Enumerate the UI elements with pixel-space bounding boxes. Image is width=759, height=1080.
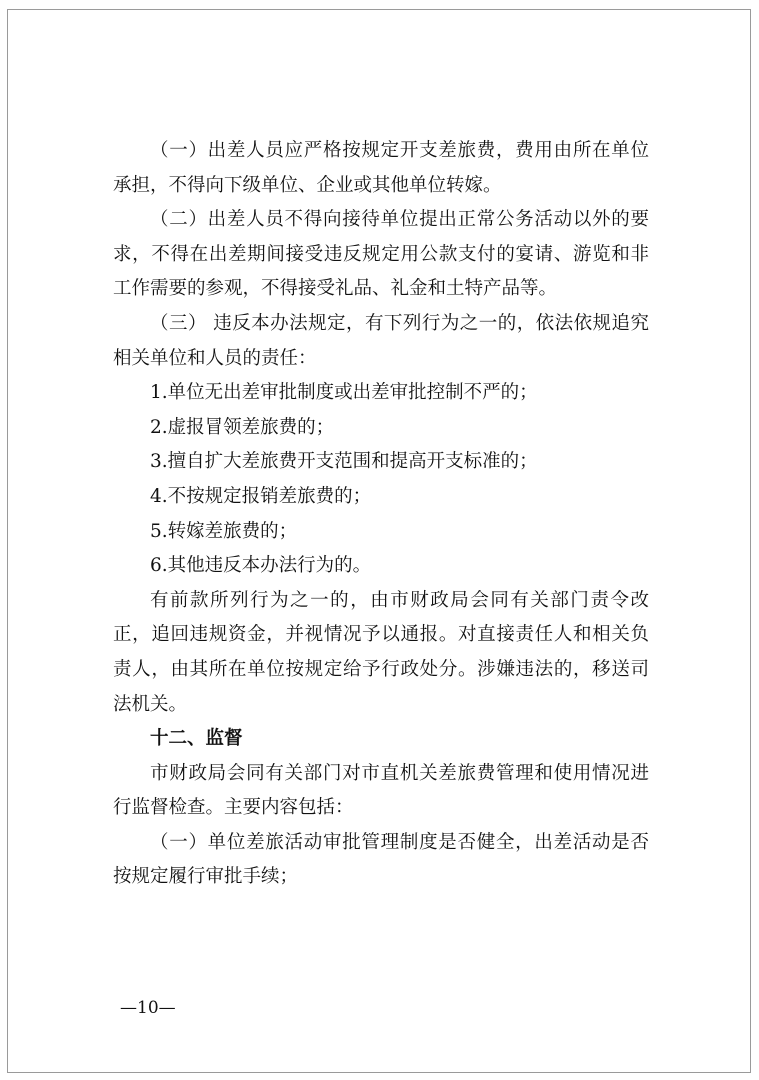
list-item-3: 3.擅自扩大差旅费开支范围和提高开支标准的； — [150, 451, 538, 473]
paragraph-2-no-extra-requests: （二）出差人员不得向接待单位提出正常公务活动以外的要求，不得在出差期间接受违反规定用公款支付的宴请、游览和非工作需要的参观，不得接受礼品、礼金和土特产品等。 — [113, 209, 649, 300]
list-item-4: 4.不按规定报销差旅费的； — [150, 485, 372, 507]
paragraph-3-violations: （三） 违反本办法规定，有下列行为之一的，依法依规追究相关单位和人员的责任： — [113, 312, 649, 369]
list-item-6: 6.其他违反本办法行为的。 — [150, 555, 372, 577]
section-heading-supervision: 十二、监督 — [150, 728, 243, 750]
document-body — [113, 134, 649, 895]
paragraph-penalties: 有前款所列行为之一的，由市财政局会同有关部门责令改正，追回违规资金，并视情况予以通报。对直接责任人和相关负责人，由其所在单位按规定给予行政处分。涉嫌违法的，移送司法机关。 — [113, 589, 649, 715]
list-item-1: 1.单位无出差审批制度或出差审批控制不严的； — [150, 382, 538, 404]
paragraph-supervision-1: （一）单位差旅活动审批管理制度是否健全，出差活动是否按规定履行审批手续； — [113, 831, 649, 888]
paragraph-1-unit-bears-cost: （一）出差人员应严格按规定开支差旅费，费用由所在单位承担，不得向下级单位、企业或其他单位转嫁。 — [113, 140, 649, 196]
list-item-5: 5.转嫁差旅费的； — [150, 520, 298, 542]
page-number: —10— — [120, 998, 176, 1018]
list-item-2: 2.虚报冒领差旅费的； — [150, 416, 335, 438]
paragraph-supervision-intro: 市财政局会同有关部门对市直机关差旅费管理和使用情况进行监督检查。主要内容包括： — [113, 762, 649, 819]
